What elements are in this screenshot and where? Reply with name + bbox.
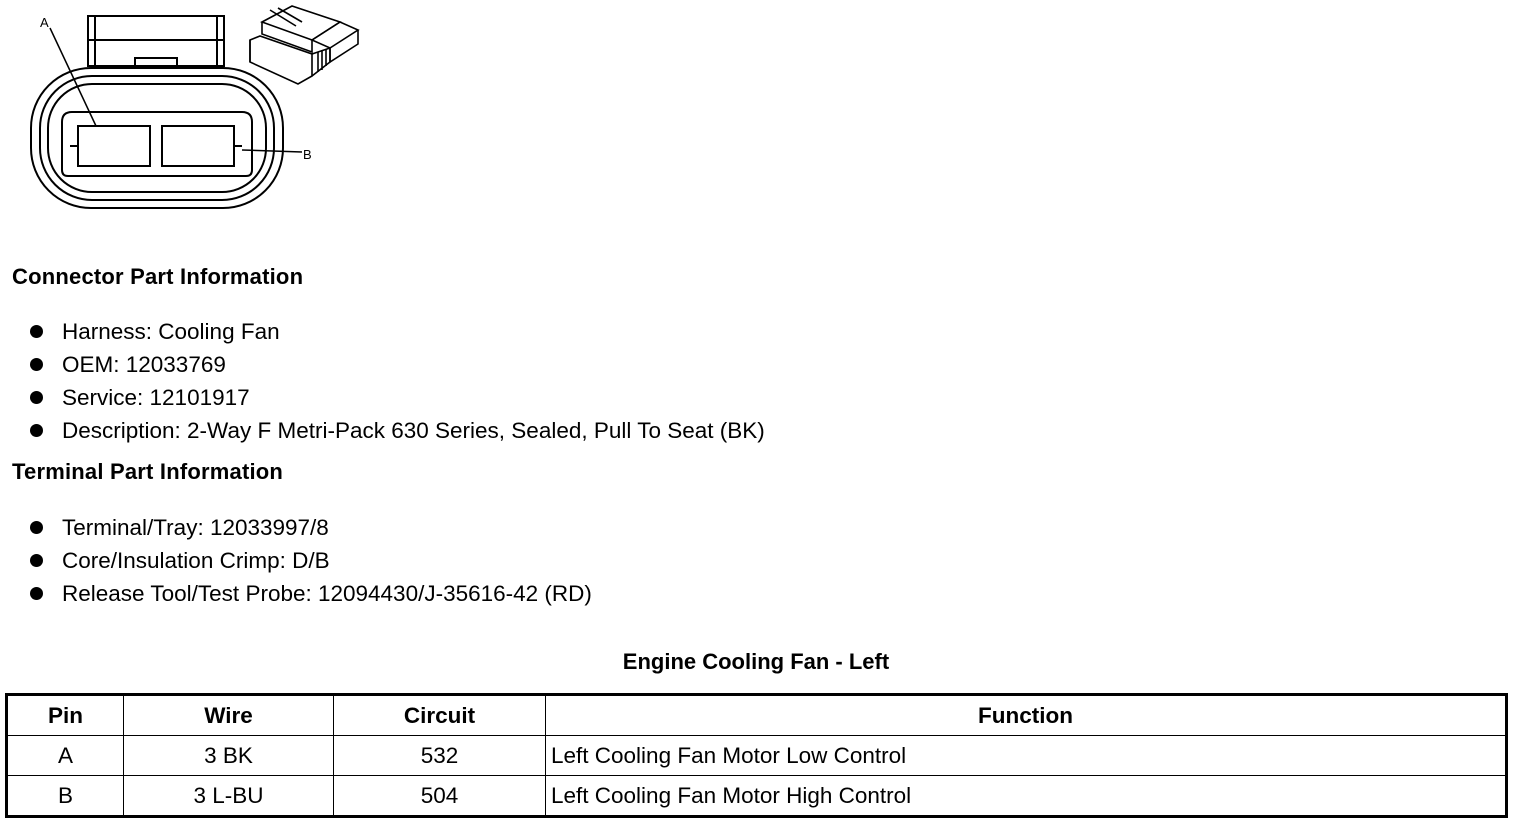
column-header-pin: Pin bbox=[7, 695, 124, 736]
connector-part-info-heading: Connector Part Information bbox=[12, 264, 304, 289]
connector-diagram bbox=[0, 0, 380, 220]
function-cell: Left Cooling Fan Motor High Control bbox=[546, 776, 1507, 817]
circuit-cell: 532 bbox=[334, 736, 546, 776]
bullet-icon bbox=[30, 424, 43, 437]
table-row bbox=[7, 736, 1507, 776]
list-item-text: OEM: 12033769 bbox=[62, 352, 226, 377]
function-cell: Left Cooling Fan Motor Low Control bbox=[546, 736, 1507, 776]
bullet-icon bbox=[30, 325, 43, 338]
bullet-icon bbox=[30, 391, 43, 404]
list-item-text: Terminal/Tray: 12033997/8 bbox=[62, 515, 329, 540]
connector-body bbox=[31, 68, 283, 208]
table-header-row bbox=[7, 695, 1507, 736]
column-header-wire: Wire bbox=[124, 695, 334, 736]
list-item bbox=[0, 315, 765, 348]
pin-table-title: Engine Cooling Fan - Left bbox=[622, 649, 890, 674]
list-item-text: Harness: Cooling Fan bbox=[62, 319, 280, 344]
cavity-a bbox=[78, 126, 150, 166]
list-item bbox=[0, 577, 592, 610]
connector-part-info-list bbox=[0, 315, 765, 447]
bullet-icon bbox=[30, 521, 43, 534]
pin-cell: A bbox=[7, 736, 124, 776]
list-item bbox=[0, 348, 765, 381]
pin-label-a: A bbox=[40, 15, 49, 30]
list-item-text: Service: 12101917 bbox=[62, 385, 250, 410]
terminal-part-info-list bbox=[0, 511, 592, 610]
list-item bbox=[0, 414, 765, 447]
terminal-part-info-heading: Terminal Part Information bbox=[12, 459, 284, 484]
pin-table bbox=[5, 693, 1508, 818]
wire-cell: 3 BK bbox=[124, 736, 334, 776]
pin-cell: B bbox=[7, 776, 124, 817]
pin-label-b: B bbox=[303, 147, 312, 162]
bullet-icon bbox=[30, 358, 43, 371]
column-header-circuit: Circuit bbox=[334, 695, 546, 736]
connector-3d-view bbox=[250, 6, 358, 84]
list-item-text: Release Tool/Test Probe: 12094430/J-35616-42 (RD) bbox=[62, 581, 592, 606]
list-item-text: Description: 2-Way F Metri-Pack 630 Series, Sealed, Pull To Seat (BK) bbox=[62, 418, 765, 443]
bullet-icon bbox=[30, 554, 43, 567]
column-header-function: Function bbox=[546, 695, 1507, 736]
list-item bbox=[0, 544, 592, 577]
wire-cell: 3 L-BU bbox=[124, 776, 334, 817]
list-item-text: Core/Insulation Crimp: D/B bbox=[62, 548, 330, 573]
list-item bbox=[0, 381, 765, 414]
table-row bbox=[7, 776, 1507, 817]
circuit-cell: 504 bbox=[334, 776, 546, 817]
bullet-icon bbox=[30, 587, 43, 600]
cavity-b bbox=[162, 126, 234, 166]
list-item bbox=[0, 511, 592, 544]
